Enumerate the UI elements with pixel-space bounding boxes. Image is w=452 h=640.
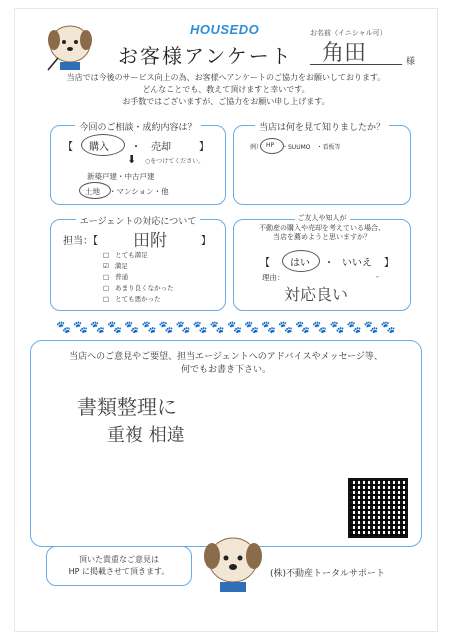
comment-prompt-line: 当店へのご意見やご要望、担当エージェントへのアドバイスやメッセージ等、 <box>69 352 383 362</box>
reason-dash: - <box>376 272 379 281</box>
intro-line: 当店では今後のサービス向上の為、お客様へアンケートのご協力をお願いしております。 <box>66 73 386 82</box>
paw-icon: 🐾 <box>278 320 294 334</box>
q4-bracket-open: 【 <box>260 258 270 269</box>
q1-land[interactable]: 土地 <box>85 187 100 196</box>
q4-title-line: ご友人や知人が <box>295 214 350 222</box>
q1-bracket-close: 】 <box>199 142 209 153</box>
satisfaction-option-label: 普通 <box>115 273 129 281</box>
q4-bracket-close: 】 <box>384 258 394 269</box>
q4-title-line: 当店を薦めようと思いますか？ <box>273 233 371 241</box>
q4-title <box>234 214 410 243</box>
satisfaction-option-label: とても満足 <box>115 251 148 259</box>
q1-note: ○をつけてください。 <box>145 158 205 165</box>
checkbox-icon[interactable]: □ <box>103 295 110 303</box>
q2-panel <box>233 125 411 205</box>
q4-dot: ・ <box>324 258 334 269</box>
agent-label: 担当：【 <box>63 236 98 247</box>
down-arrow-icon: ⬇ <box>127 153 137 166</box>
paw-icon: 🐾 <box>107 320 123 334</box>
q1-option-buy[interactable]: 購入 <box>89 142 109 153</box>
satisfaction-option[interactable] <box>103 283 174 294</box>
speech-bubble <box>46 546 192 586</box>
paw-icon: 🐾 <box>261 320 277 334</box>
paw-icon: 🐾 <box>244 320 259 334</box>
satisfaction-option[interactable] <box>103 272 174 283</box>
q1-line2: ・マンション・他 <box>109 187 169 196</box>
q3-panel <box>50 219 226 311</box>
reason-value: 対応良い <box>284 285 349 304</box>
satisfaction-options <box>103 250 174 305</box>
answer-circle <box>282 250 320 272</box>
q1-line1: 新築戸建・中古戸建 <box>87 172 155 181</box>
answer-circle <box>81 134 125 156</box>
q1-bracket-open: 【 <box>63 142 73 153</box>
reason-label: 理由： <box>262 273 285 282</box>
paw-icon: 🐾 <box>226 320 242 334</box>
satisfaction-option-label: とても悪かった <box>115 295 161 303</box>
paw-icon: 🐾 <box>192 320 208 334</box>
answer-circle <box>79 182 111 199</box>
q1-title: 今回のご相談・成約内容は？ <box>75 123 200 133</box>
intro-text <box>40 72 412 108</box>
intro-line: お手数ではございますが、ご協力をお願い申し上げます。 <box>122 97 330 106</box>
checked-box-icon[interactable]: ☑ <box>103 262 109 270</box>
comment-prompt <box>31 351 421 377</box>
paw-icon: 🐾 <box>380 320 396 334</box>
q4-no[interactable]: いいえ <box>342 258 372 269</box>
paw-icon: 🐾 <box>363 320 379 334</box>
paw-icon: 🐾 <box>295 320 311 334</box>
satisfaction-option[interactable] <box>103 261 174 272</box>
paw-icon: 🐾 <box>329 320 345 334</box>
paw-icon: 🐾 <box>73 320 89 334</box>
brand-logo: HOUSEDO <box>190 22 260 37</box>
satisfaction-option[interactable] <box>103 294 174 305</box>
paw-icon: 🐾 <box>90 320 106 334</box>
q3-title: エージェントの対応について <box>76 217 200 227</box>
paw-icon: 🐾 <box>209 320 225 334</box>
intro-line: どんなことでも、教えて頂けますと幸いです。 <box>142 85 310 94</box>
checkbox-icon[interactable]: □ <box>103 284 110 292</box>
paw-print-row <box>56 320 396 334</box>
dog-mascot-icon <box>198 530 268 596</box>
qr-code-icon[interactable] <box>348 478 408 538</box>
answer-circle <box>260 138 284 154</box>
q2-rest: ・SUUMO ・看板等 <box>282 144 341 151</box>
satisfaction-option-label: あまり良くなかった <box>115 284 174 292</box>
q4-title-line: 不動産の購入や売却を考えている場合、 <box>259 223 385 232</box>
paw-icon: 🐾 <box>175 320 191 334</box>
agent-name: 田附 <box>133 231 167 251</box>
honorific: 様 <box>406 57 416 67</box>
checkbox-icon[interactable]: □ <box>103 251 110 259</box>
paw-icon: 🐾 <box>124 320 140 334</box>
q4-panel <box>233 214 411 311</box>
agent-bracket-close: 】 <box>201 236 211 247</box>
checkbox-icon[interactable]: □ <box>103 273 110 281</box>
q2-prefix: 例） <box>250 144 263 151</box>
q1-option-sell[interactable]: 売却 <box>151 142 171 153</box>
bubble-line: 頂いた貴重なご意見は <box>79 555 159 564</box>
comment-hand-line2: 重複 相違 <box>107 425 185 446</box>
paw-icon: 🐾 <box>312 320 328 334</box>
satisfaction-option-label: 満足 <box>114 262 128 270</box>
q1-dot: ・ <box>131 142 141 153</box>
q4-yes[interactable]: はい <box>290 258 310 269</box>
company-name: (株)不動産トータルサポート <box>270 569 386 579</box>
paw-icon: 🐾 <box>141 320 157 334</box>
name-value: 角田 <box>322 41 367 66</box>
q2-hp[interactable]: HP <box>266 142 275 149</box>
q2-title: 当店は何を見て知りましたか？ <box>255 123 389 133</box>
q1-panel <box>50 125 226 205</box>
page-title: お客様アンケート <box>118 44 293 68</box>
name-label: お名前（イニシャル可） <box>310 29 387 37</box>
satisfaction-option[interactable] <box>103 250 174 261</box>
paw-icon: 🐾 <box>56 320 71 334</box>
name-underline <box>310 64 402 65</box>
comment-hand-line1: 書類整理に <box>77 395 177 419</box>
paw-icon: 🐾 <box>346 320 362 334</box>
comment-prompt-line: 何でもお書き下さい。 <box>180 365 271 375</box>
bubble-line: HP に掲載させて頂きます。 <box>68 567 170 576</box>
dog-mascot-icon <box>44 18 96 74</box>
paw-icon: 🐾 <box>158 320 174 334</box>
